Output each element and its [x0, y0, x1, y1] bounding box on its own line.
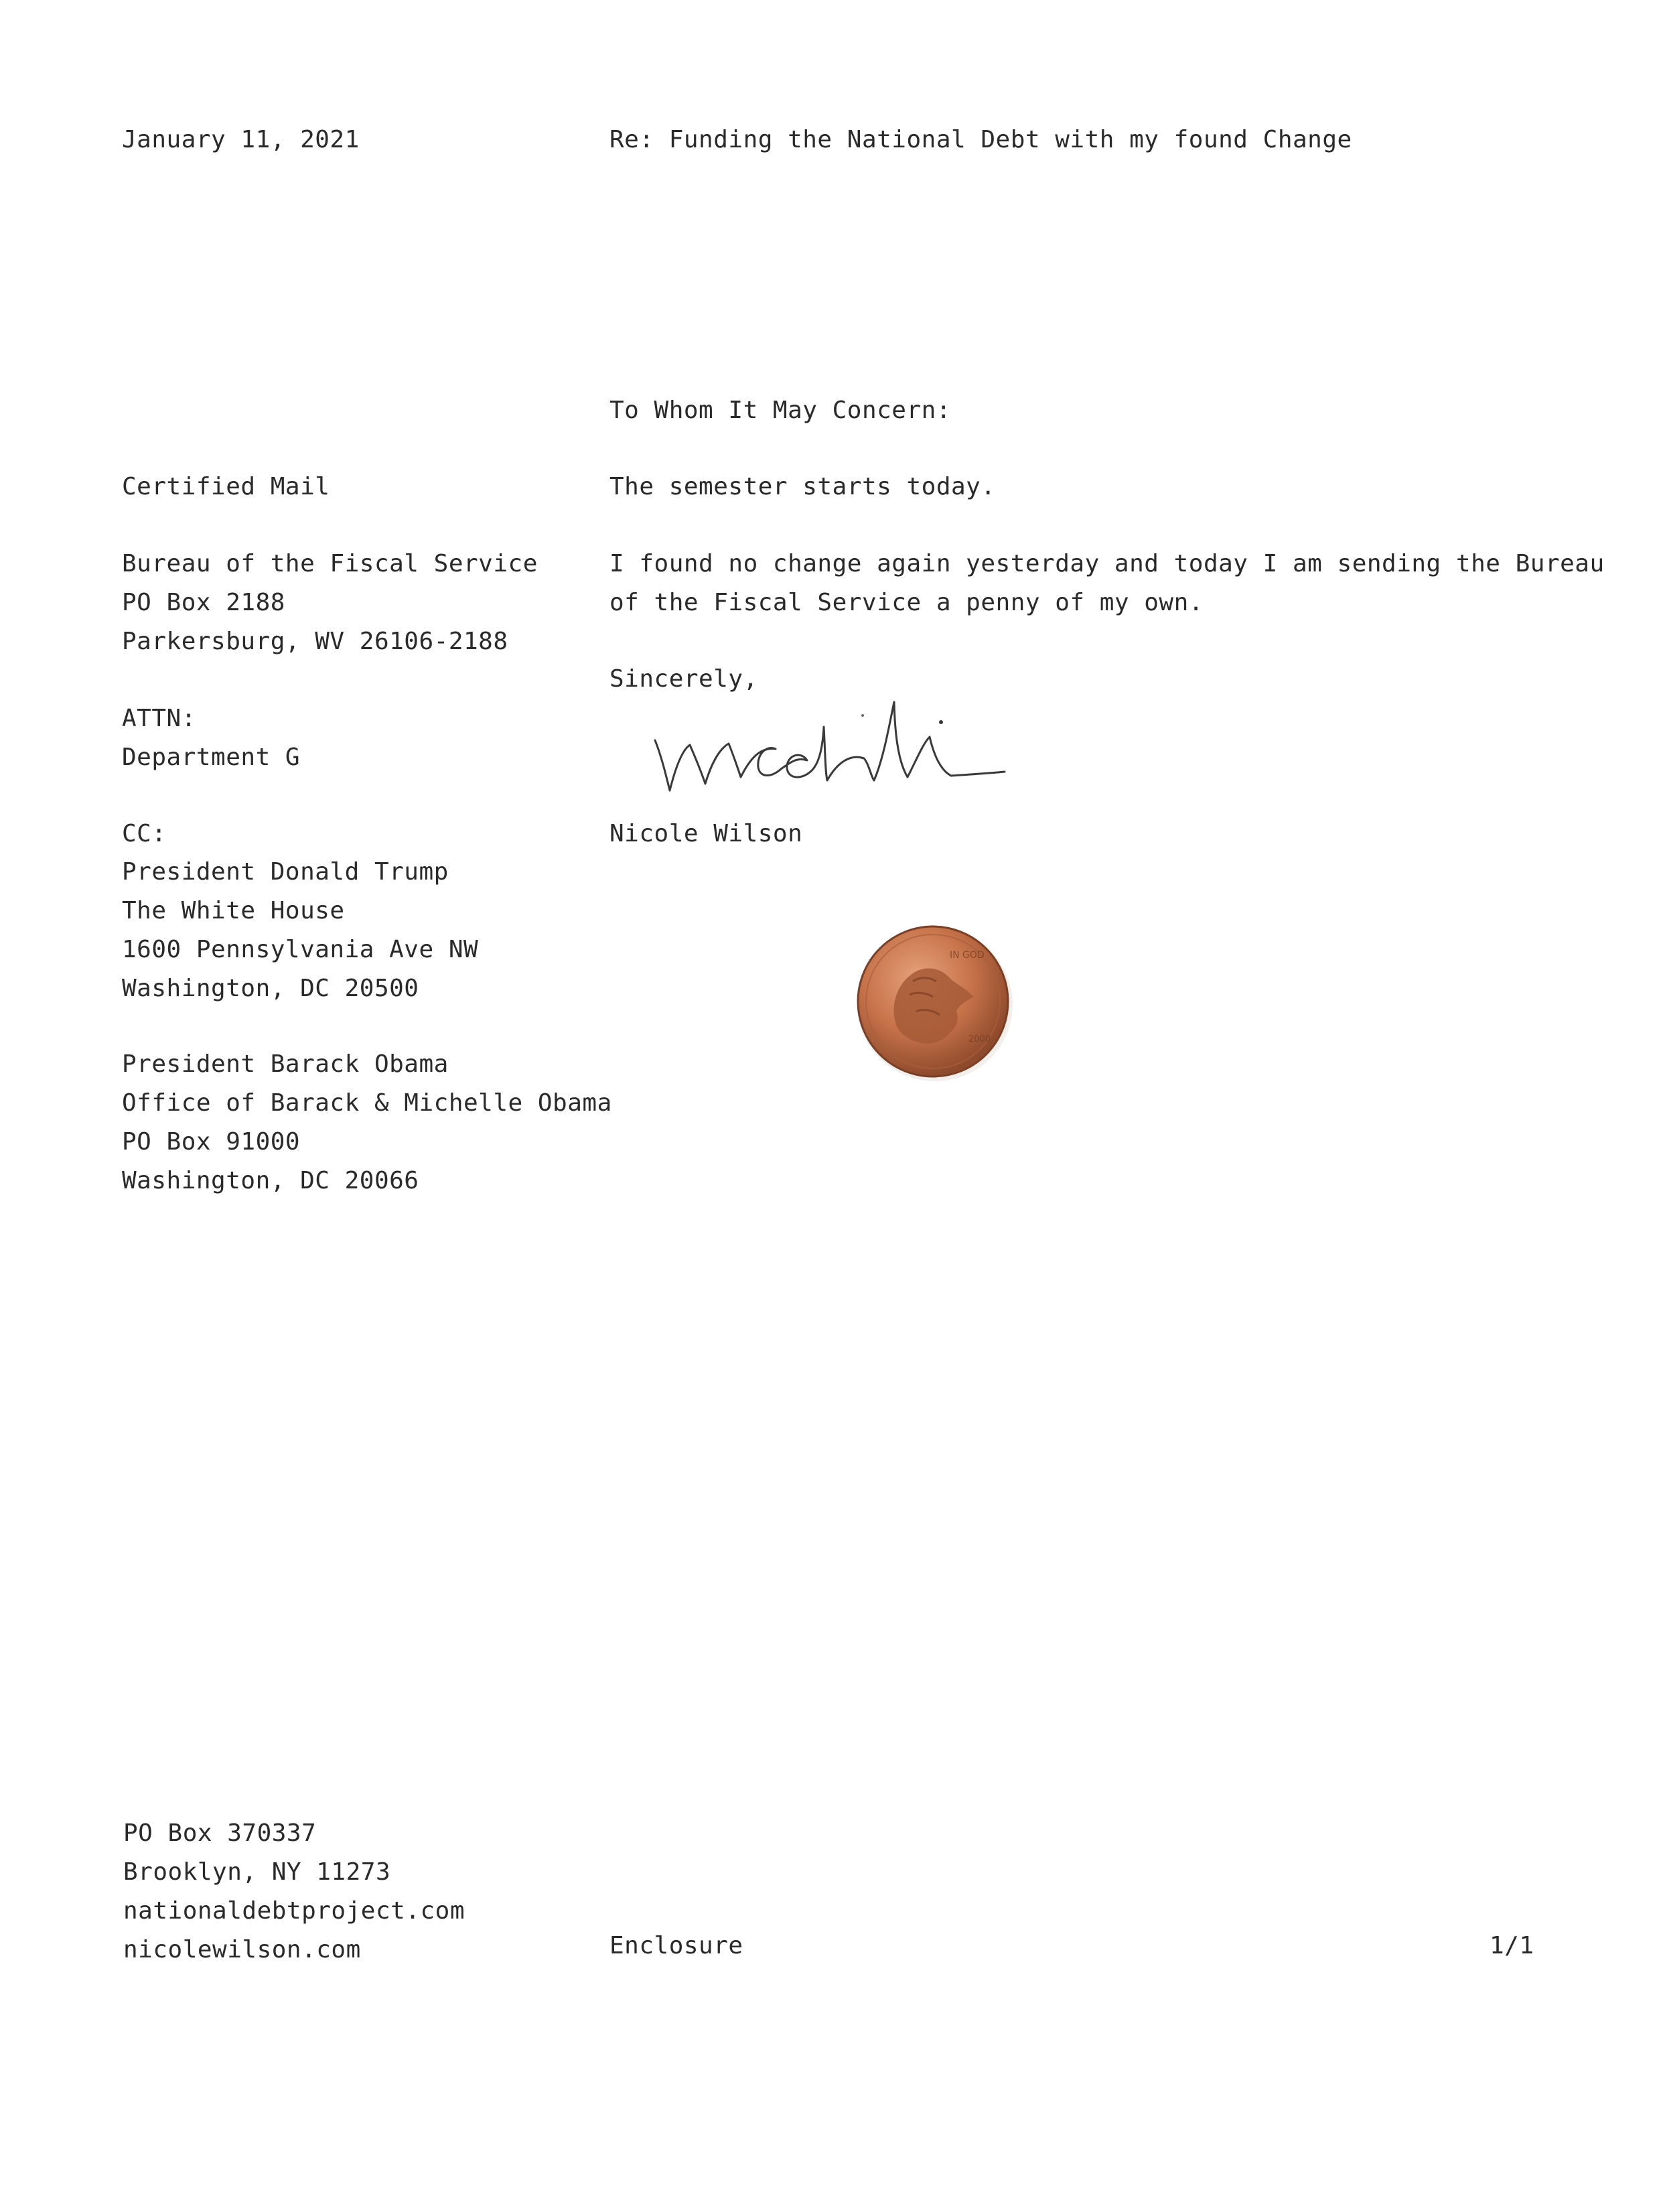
body-line: I found no change again yesterday and today I am sending the Bureau — [609, 550, 1605, 577]
salutation: To Whom It May Concern: — [609, 397, 951, 424]
cc-line: Washington, DC 20500 — [122, 975, 419, 1002]
recipient-line: Parkersburg, WV 26106-2188 — [122, 628, 508, 655]
penny-coin-image — [849, 918, 1017, 1085]
cc-line: PO Box 91000 — [122, 1128, 301, 1156]
sender-address — [123, 1814, 465, 1969]
body-line: of the Fiscal Service a penny of my own. — [609, 589, 1204, 616]
cc-line: The White House — [122, 897, 345, 924]
cc-line: 1600 Pennsylvania Ave NW — [122, 936, 479, 963]
recipient-line: PO Box 2188 — [122, 589, 285, 616]
cc-line: Office of Barack & Michelle Obama — [122, 1089, 612, 1117]
enclosure-label: Enclosure — [609, 1932, 743, 1959]
svg-text:IN GOD: IN GOD — [950, 950, 985, 961]
sender-website: nationaldebtproject.com — [123, 1897, 465, 1925]
attn-block — [122, 699, 300, 777]
sender-line: Brooklyn, NY 11273 — [123, 1858, 391, 1886]
sender-line: PO Box 370337 — [123, 1819, 317, 1847]
body-paragraph-2 — [609, 545, 1605, 622]
cc-recipient-2 — [122, 1045, 612, 1200]
page-number: 1/1 — [1490, 1932, 1534, 1959]
handwritten-signature — [650, 683, 1011, 804]
letter-date: January 11, 2021 — [122, 126, 360, 153]
signer-name: Nicole Wilson — [609, 820, 803, 847]
sender-website: nicolewilson.com — [123, 1936, 361, 1963]
recipient-address — [122, 545, 538, 661]
cc-line: President Barack Obama — [122, 1050, 449, 1078]
cc-label: CC: — [122, 820, 167, 847]
cc-line: President Donald Trump — [122, 858, 449, 886]
recipient-line: Bureau of the Fiscal Service — [122, 550, 538, 577]
body-paragraph-1: The semester starts today. — [609, 473, 996, 500]
attn-label: ATTN: — [122, 705, 196, 732]
mail-type: Certified Mail — [122, 473, 330, 500]
svg-text:2000: 2000 — [968, 1034, 991, 1044]
cc-recipient-1 — [122, 853, 478, 1008]
closing: Sincerely, — [609, 665, 758, 693]
letter-subject: Re: Funding the National Debt with my found Change — [609, 126, 1352, 153]
cc-line: Washington, DC 20066 — [122, 1167, 419, 1194]
attn-department: Department G — [122, 744, 301, 771]
